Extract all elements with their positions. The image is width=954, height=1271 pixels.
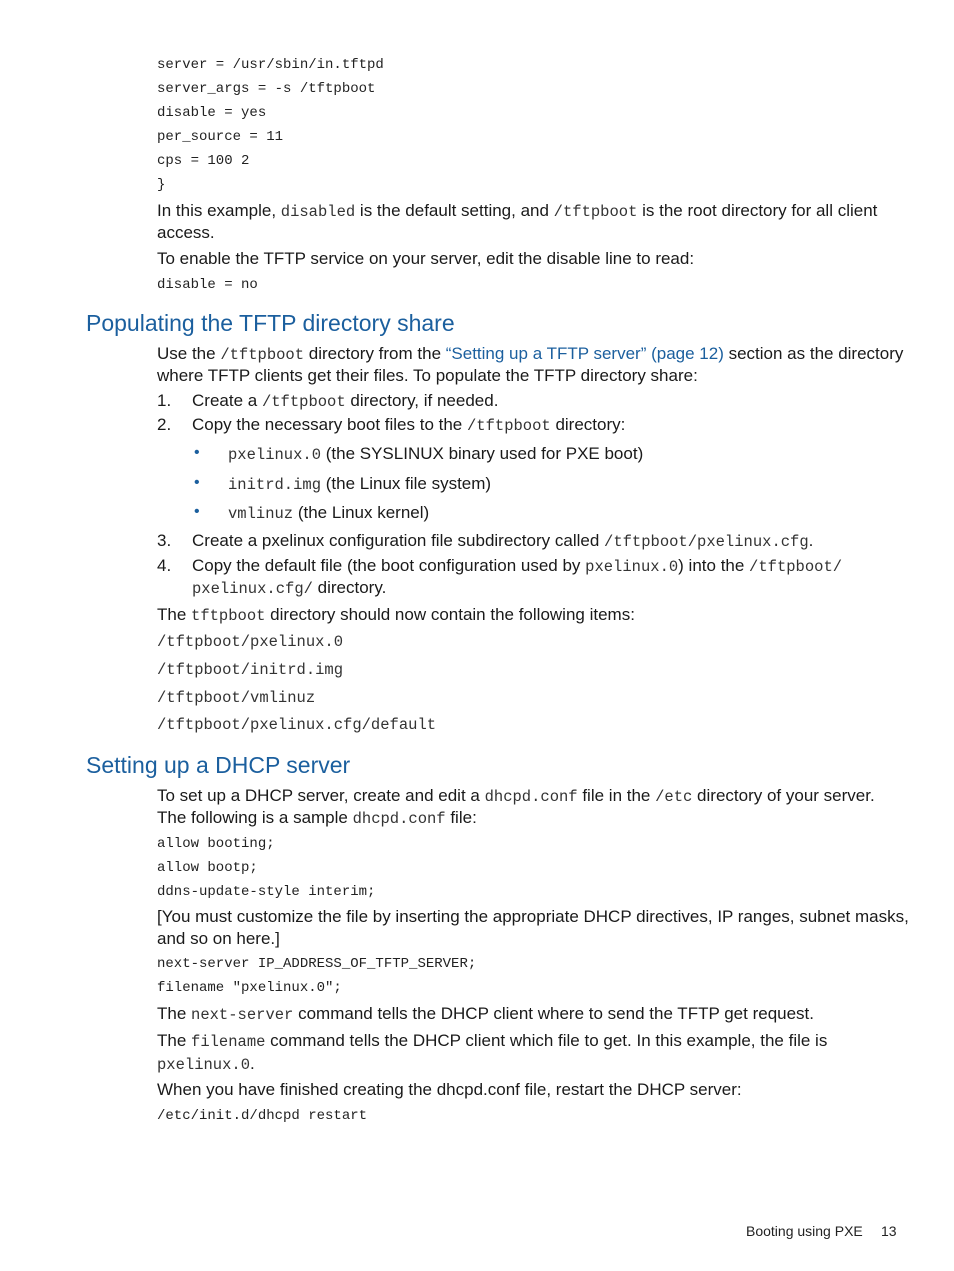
paragraph-contains: The tftpboot directory should now contain the following items: xyxy=(157,605,635,625)
code-line: per_source = 11 xyxy=(157,129,284,145)
paragraph-enable: To enable the TFTP service on your server, edit the disable line to read: xyxy=(157,249,695,268)
path-line: /tftpboot/pxelinux.0 xyxy=(157,633,344,651)
code-line: /etc/init.d/dhcpd restart xyxy=(157,1108,368,1124)
step-text: Create a /tftpboot directory, if needed. xyxy=(192,391,499,411)
code-line: ddns-update-style interim; xyxy=(157,884,376,900)
code-line: server_args = -s /tftpboot xyxy=(157,81,376,97)
bullet-icon: • xyxy=(194,474,200,491)
code-line: cps = 100 2 xyxy=(157,153,250,169)
list-item: initrd.img (the Linux file system) xyxy=(228,474,492,494)
step-text: Create a pxelinux configuration file subdirectory called /tftpboot/pxelinux.cfg. xyxy=(192,531,814,551)
paragraph-filename-cont: pxelinux.0. xyxy=(157,1054,255,1074)
section-heading: Populating the TFTP directory share xyxy=(86,310,455,336)
step-text-cont: pxelinux.cfg/ directory. xyxy=(192,578,387,598)
paragraph-example-cont: access. xyxy=(157,223,215,242)
path-line: /tftpboot/vmlinuz xyxy=(157,689,316,707)
step-number: 3. xyxy=(157,531,172,550)
section-intro-cont: The following is a sample dhcpd.conf file: xyxy=(157,808,477,828)
list-item: vmlinuz (the Linux kernel) xyxy=(228,503,430,523)
bullet-icon: • xyxy=(194,503,200,520)
paragraph-restart: When you have finished creating the dhcpd.conf file, restart the DHCP server: xyxy=(157,1080,742,1099)
code-line: allow booting; xyxy=(157,836,275,852)
section-intro: Use the /tftpboot directory from the “Setting up a TFTP server” (page 12) section as the directory xyxy=(157,344,904,364)
step-number: 4. xyxy=(157,556,172,575)
bullet-icon: • xyxy=(194,444,200,461)
step-number: 1. xyxy=(157,391,172,410)
note-line: and so on here.] xyxy=(157,929,280,948)
list-item: pxelinux.0 (the SYSLINUX binary used for PXE boot) xyxy=(228,444,644,464)
paragraph-next-server: The next-server command tells the DHCP client where to send the TFTP get request. xyxy=(157,1004,815,1024)
cross-reference-link[interactable]: “Setting up a TFTP server” (page 12) xyxy=(445,344,724,363)
paragraph-filename: The filename command tells the DHCP client which file to get. In this example, the file is xyxy=(157,1031,828,1051)
section-heading: Setting up a DHCP server xyxy=(86,752,351,778)
step-number: 2. xyxy=(157,415,172,434)
page-number: 13 xyxy=(881,1223,897,1239)
paragraph-example: In this example, disabled is the default setting, and /tftpboot is the root directory for all client xyxy=(157,201,878,221)
code-line: } xyxy=(157,177,166,193)
path-line: /tftpboot/initrd.img xyxy=(157,661,344,679)
step-text: Copy the necessary boot files to the /tftpboot directory: xyxy=(192,415,626,435)
footer-section-title: Booting using PXE xyxy=(746,1223,863,1239)
path-line: /tftpboot/pxelinux.cfg/default xyxy=(157,716,437,734)
section-intro: To set up a DHCP server, create and edit a dhcpd.conf file in the /etc directory of your server. xyxy=(157,786,875,806)
step-text: Copy the default file (the boot configuration used by pxelinux.0) into the /tftpboot/ xyxy=(192,556,843,576)
code-line: disable = no xyxy=(157,277,258,293)
section-intro-cont: where TFTP clients get their files. To populate the TFTP directory share: xyxy=(157,366,698,385)
code-line: disable = yes xyxy=(157,105,267,121)
code-line: server = /usr/sbin/in.tftpd xyxy=(157,57,384,73)
note-line: [You must customize the file by inserting the appropriate DHCP directives, IP ranges, subnet masks, xyxy=(157,907,909,926)
code-line: filename "pxelinux.0"; xyxy=(157,980,342,996)
code-line: next-server IP_ADDRESS_OF_TFTP_SERVER; xyxy=(157,956,477,972)
code-line: allow bootp; xyxy=(157,860,258,876)
